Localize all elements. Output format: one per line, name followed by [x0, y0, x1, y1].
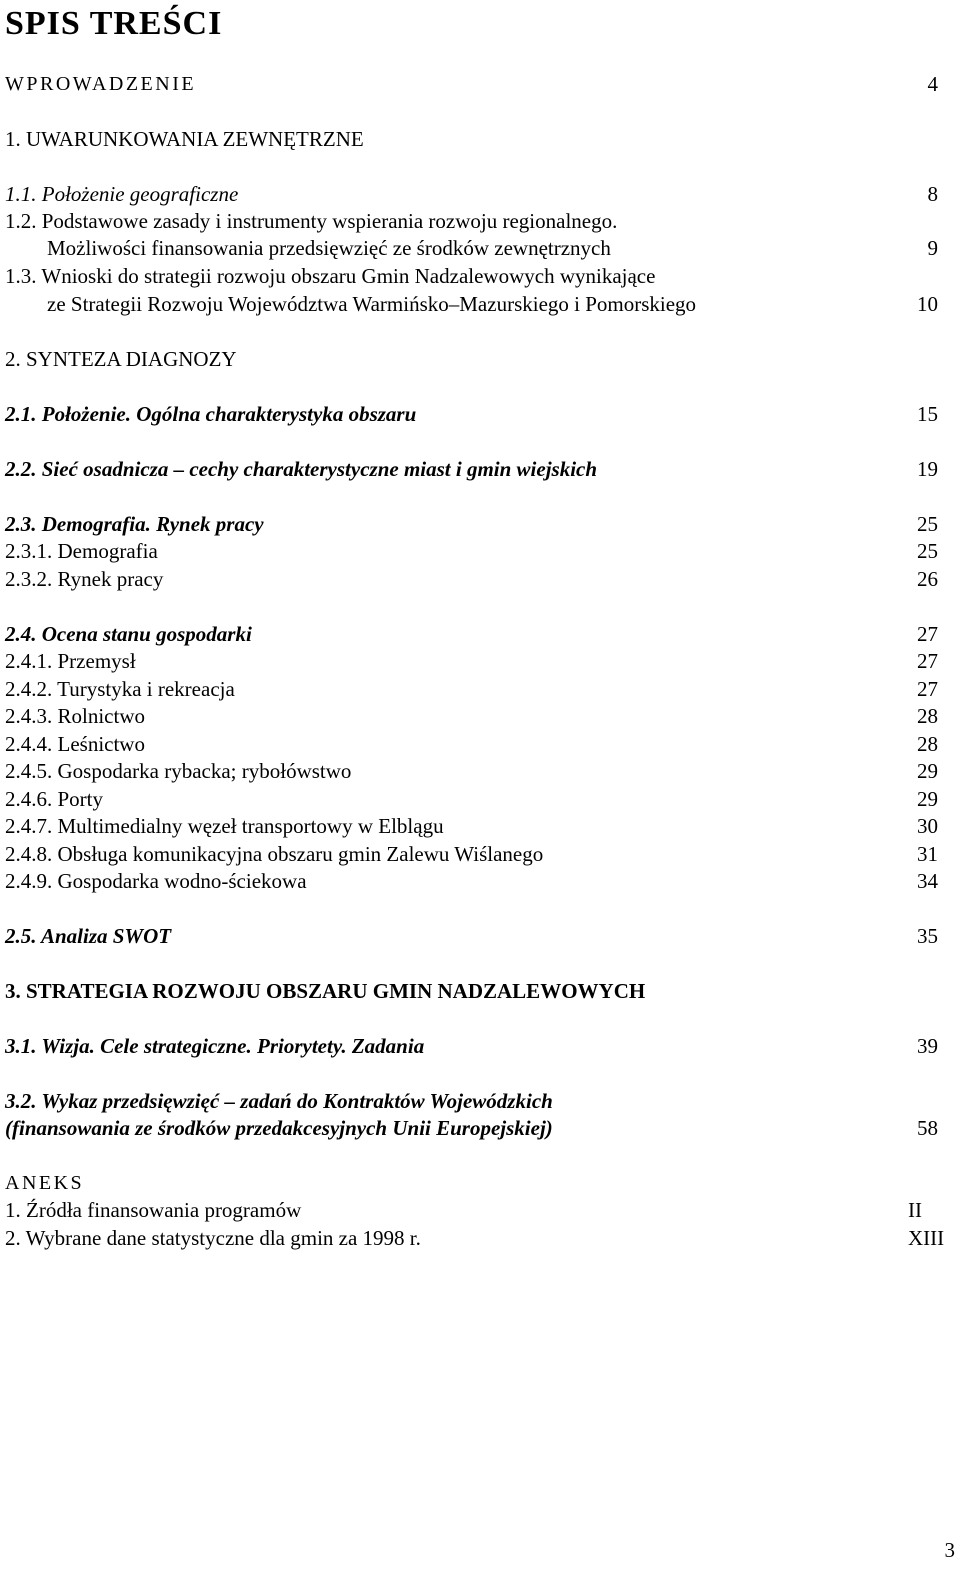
toc-entry-text: 2.5. Analiza SWOT	[5, 924, 172, 948]
toc-entry	[5, 922, 950, 950]
toc-entry-text: 2.4.1. Przemysł	[5, 649, 136, 673]
toc-entry-page: 28	[917, 732, 938, 756]
toc-entry-page: 19	[917, 457, 938, 481]
toc-entry	[5, 675, 950, 703]
toc-entry-page: 30	[917, 814, 938, 838]
toc-entry-page: 39	[917, 1034, 938, 1058]
toc-entry	[5, 702, 950, 730]
toc-entry-page: 58	[917, 1116, 938, 1140]
toc-entry-text: 2.4.3. Rolnictwo	[5, 704, 145, 728]
toc-entry	[5, 730, 950, 758]
toc-entry-text: 1.2. Podstawowe zasady i instrumenty wspierania rozwoju regionalnego.	[5, 209, 618, 233]
toc-entry	[5, 537, 950, 565]
toc-entry	[5, 180, 950, 208]
toc-entry-page: 25	[917, 512, 938, 536]
toc-entry-text: 2.4.2. Turystyka i rekreacja	[5, 677, 235, 701]
toc-entry	[5, 647, 950, 675]
toc-entry-text: 2.4.9. Gospodarka wodno-ściekowa	[5, 869, 307, 893]
toc-title: SPIS TREŚCI	[5, 5, 223, 42]
toc-entry-page: 27	[917, 677, 938, 701]
toc-entry	[5, 262, 950, 290]
toc-entry	[5, 1196, 950, 1224]
toc-entry-page: 8	[927, 182, 938, 206]
toc-entry-text: 2.3.1. Demografia	[5, 539, 158, 563]
toc-entry-text: 1.1. Położenie geograficzne	[5, 182, 239, 206]
toc-entry	[5, 455, 950, 483]
toc-entry-page: 34	[917, 869, 938, 893]
toc-entry-text: Możliwości finansowania przedsięwzięć ze środków zewnętrznych	[47, 236, 611, 260]
toc-entry	[5, 1169, 950, 1197]
toc-entry-page: 15	[917, 402, 938, 426]
toc-entry-page: II	[908, 1198, 922, 1222]
toc-entry	[5, 125, 950, 153]
toc-entry-text: 2.4.8. Obsługa komunikacyjna obszaru gmin Zalewu Wiślanego	[5, 842, 544, 866]
toc-entry-text: 2.4.4. Leśnictwo	[5, 732, 145, 756]
toc-entry-text: 2.4.6. Porty	[5, 787, 104, 811]
toc-entry-page: 27	[917, 622, 938, 646]
toc-entry-page: 10	[917, 292, 938, 316]
toc-entry-text: 2.4. Ocena stanu gospodarki	[5, 622, 252, 646]
toc-entry-page: 25	[917, 539, 938, 563]
toc-entry	[5, 290, 950, 318]
toc-entry	[5, 70, 950, 98]
toc-entry-text: 2. Wybrane dane statystyczne dla gmin za 1998 r.	[5, 1226, 421, 1250]
toc-entry-text: 2.4.5. Gospodarka rybacka; rybołówstwo	[5, 759, 352, 783]
toc-entry	[5, 1032, 950, 1060]
toc-entry	[5, 1114, 950, 1142]
toc-entry-text: 3. STRATEGIA ROZWOJU OBSZARU GMIN NADZALEWOWYCH	[5, 979, 646, 1003]
toc-entry-text: ANEKS	[5, 1172, 85, 1194]
toc-entry	[5, 840, 950, 868]
toc-entry	[5, 1224, 950, 1252]
toc-entry-page: 29	[917, 787, 938, 811]
toc-entry-page: 9	[927, 236, 938, 260]
toc-entry	[5, 234, 950, 262]
toc-entry-text: 2.1. Położenie. Ogólna charakterystyka obszaru	[5, 402, 417, 426]
toc-entry	[5, 345, 950, 373]
toc-entry	[5, 620, 950, 648]
toc-entry-text: 2.3. Demografia. Rynek pracy	[5, 512, 264, 536]
toc-entry	[5, 867, 950, 895]
toc-entry	[5, 207, 950, 235]
toc-entry	[5, 565, 950, 593]
toc-entry-page: 4	[927, 72, 938, 96]
toc-entry	[5, 785, 950, 813]
toc-entry-text: 2. SYNTEZA DIAGNOZY	[5, 347, 237, 371]
toc-entry-text: WPROWADZENIE	[5, 73, 197, 95]
toc-entry-text: (finansowania ze środków przedakcesyjnych Unii Europejskiej)	[5, 1116, 553, 1140]
toc-entry	[5, 510, 950, 538]
toc-entry-page: 35	[917, 924, 938, 948]
toc-entry	[5, 1087, 950, 1115]
toc-entry	[5, 757, 950, 785]
toc-entry-text: 1. Źródła finansowania programów	[5, 1198, 302, 1222]
page-number: 3	[944, 1538, 955, 1562]
toc-entry-text: 1. UWARUNKOWANIA ZEWNĘTRZNE	[5, 127, 364, 151]
toc-entry	[5, 812, 950, 840]
toc-entry-text: ze Strategii Rozwoju Województwa Warmińsko–Mazurskiego i Pomorskiego	[47, 292, 697, 316]
toc-entry-text: 1.3. Wnioski do strategii rozwoju obszaru Gmin Nadzalewowych wynikające	[5, 264, 656, 288]
toc-entry-page: XIII	[908, 1226, 945, 1250]
toc-entry-page: 29	[917, 759, 938, 783]
toc-entry-page: 26	[917, 567, 938, 591]
toc-entry	[5, 400, 950, 428]
toc-entry-text: 3.2. Wykaz przedsięwzięć – zadań do Kontraktów Wojewódzkich	[5, 1089, 553, 1113]
toc-entry-text: 2.2. Sieć osadnicza – cechy charakterystyczne miast i gmin wiejskich	[5, 457, 598, 481]
toc-entry	[5, 977, 950, 1005]
toc-entry-page: 31	[917, 842, 938, 866]
toc-entry-text: 2.3.2. Rynek pracy	[5, 567, 164, 591]
toc-entry-page: 27	[917, 649, 938, 673]
toc-entry-text: 2.4.7. Multimedialny węzeł transportowy w Elblągu	[5, 814, 444, 838]
toc-entry-page: 28	[917, 704, 938, 728]
toc-entry-text: 3.1. Wizja. Cele strategiczne. Priorytety. Zadania	[5, 1034, 425, 1058]
